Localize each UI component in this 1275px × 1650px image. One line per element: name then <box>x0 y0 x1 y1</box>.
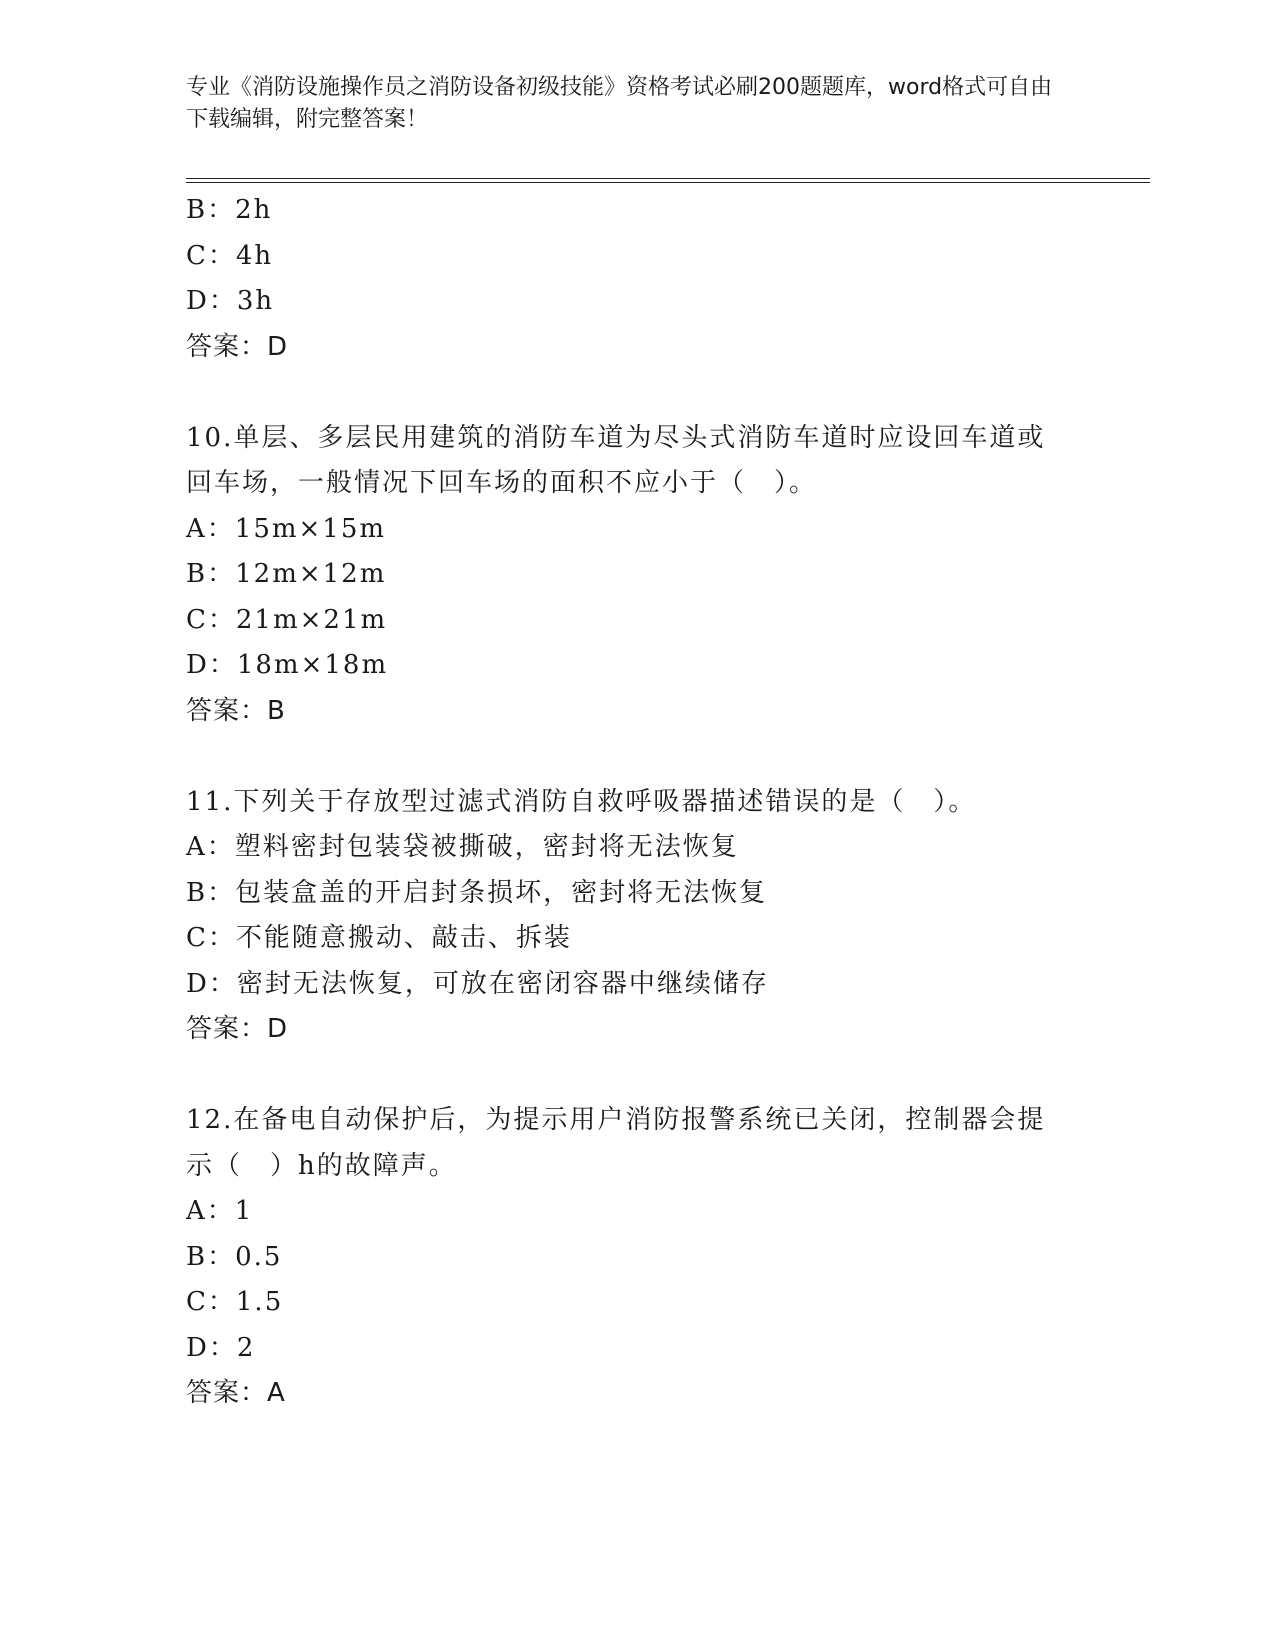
question-list <box>186 188 1086 1417</box>
page-header: 专业《消防设施操作员之消防设备初级技能》资格考试必刷200题题库，word格式可自由下载编辑，附完整答案！ <box>186 75 1053 132</box>
option-b: B：12m×12m <box>186 559 387 589</box>
answer: 答案：D <box>186 331 289 362</box>
spacer <box>186 370 1086 416</box>
option-b: B：2h <box>186 195 273 225</box>
spacer <box>186 1053 1086 1099</box>
option-a: A：15m×15m <box>186 513 387 544</box>
answer: 答案：D <box>186 1014 289 1044</box>
option-d: D：2 <box>186 1332 256 1363</box>
option-a: A：塑料密封包装袋被撕破，密封将无法恢复 <box>186 832 739 862</box>
answer: 答案：A <box>186 1378 286 1408</box>
option-d: D：18m×18m <box>186 650 389 680</box>
question-stem: 11.下列关于存放型过滤式消防自救呼吸器描述错误的是（ ）。 <box>186 786 977 817</box>
question-stem: 10.单层、多层民用建筑的消防车道为尽头式消防车道时应设回车道或 <box>186 422 1046 453</box>
option-b: B：包装盒盖的开启封条损坏，密封将无法恢复 <box>186 877 768 908</box>
option-c: C：21m×21m <box>186 604 388 635</box>
header-divider-top <box>186 178 1150 179</box>
option-c: C：不能随意搬动、敲击、拆装 <box>186 923 572 953</box>
option-c: C：1.5 <box>186 1287 284 1317</box>
question-9-continued <box>186 188 1086 370</box>
option-d: D：密封无法恢复，可放在密闭容器中继续储存 <box>186 968 769 999</box>
question-12 <box>186 1098 1086 1417</box>
question-11 <box>186 780 1086 1053</box>
header-divider-bottom <box>186 182 1150 183</box>
option-a: A：1 <box>186 1196 254 1226</box>
question-stem: 回车场，一般情况下回车场的面积不应小于（ ）。 <box>186 468 818 498</box>
answer: 答案：B <box>186 695 286 726</box>
question-10 <box>186 416 1086 735</box>
option-c: C：4h <box>186 240 274 271</box>
option-d: D：3h <box>186 286 275 316</box>
question-stem: 12.在备电自动保护后，为提示用户消防报警系统已关闭，控制器会提 <box>186 1105 1046 1135</box>
spacer <box>186 734 1086 780</box>
option-b: B：0.5 <box>186 1241 283 1272</box>
question-stem: 示（ ）h的故障声。 <box>186 1150 457 1181</box>
